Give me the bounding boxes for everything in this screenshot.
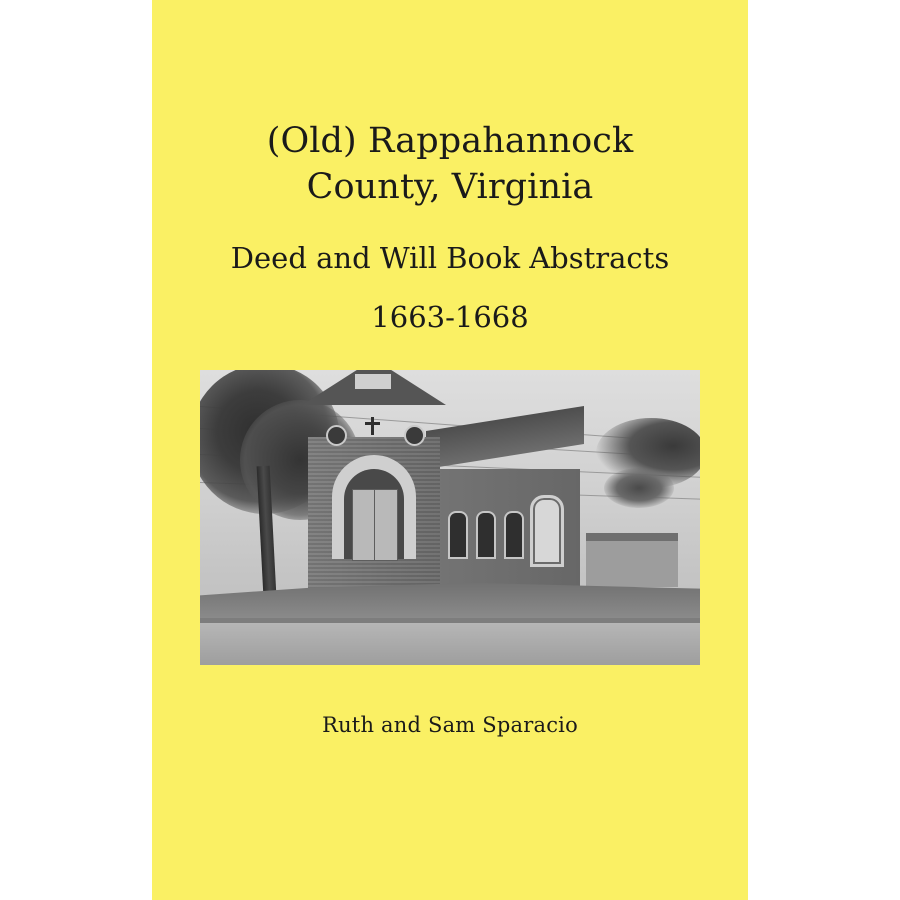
book-cover — [152, 0, 748, 900]
book-title-line-1: (Old) Rappahannock — [266, 121, 634, 161]
book-title-line-2: County, Virginia — [306, 167, 594, 208]
church-door — [352, 489, 398, 561]
round-window — [404, 425, 425, 446]
facade-plaque — [354, 373, 392, 390]
cross-icon — [371, 417, 374, 435]
nave-window — [448, 511, 468, 559]
nave-window — [476, 511, 496, 559]
cover-photograph — [200, 370, 700, 665]
outbuilding — [586, 533, 678, 587]
book-title — [152, 118, 748, 210]
book-date-range: 1663-1668 — [371, 300, 529, 335]
church-building — [308, 403, 580, 593]
nave-roof — [426, 406, 584, 469]
transept-window — [530, 495, 564, 567]
nave-window — [504, 511, 524, 559]
author-name: Ruth and Sam Sparacio — [322, 713, 578, 738]
title-block — [152, 118, 748, 334]
road — [200, 623, 700, 665]
round-window — [326, 425, 347, 446]
book-subtitle: Deed and Will Book Abstracts — [230, 241, 670, 276]
tree-branch — [604, 468, 674, 508]
